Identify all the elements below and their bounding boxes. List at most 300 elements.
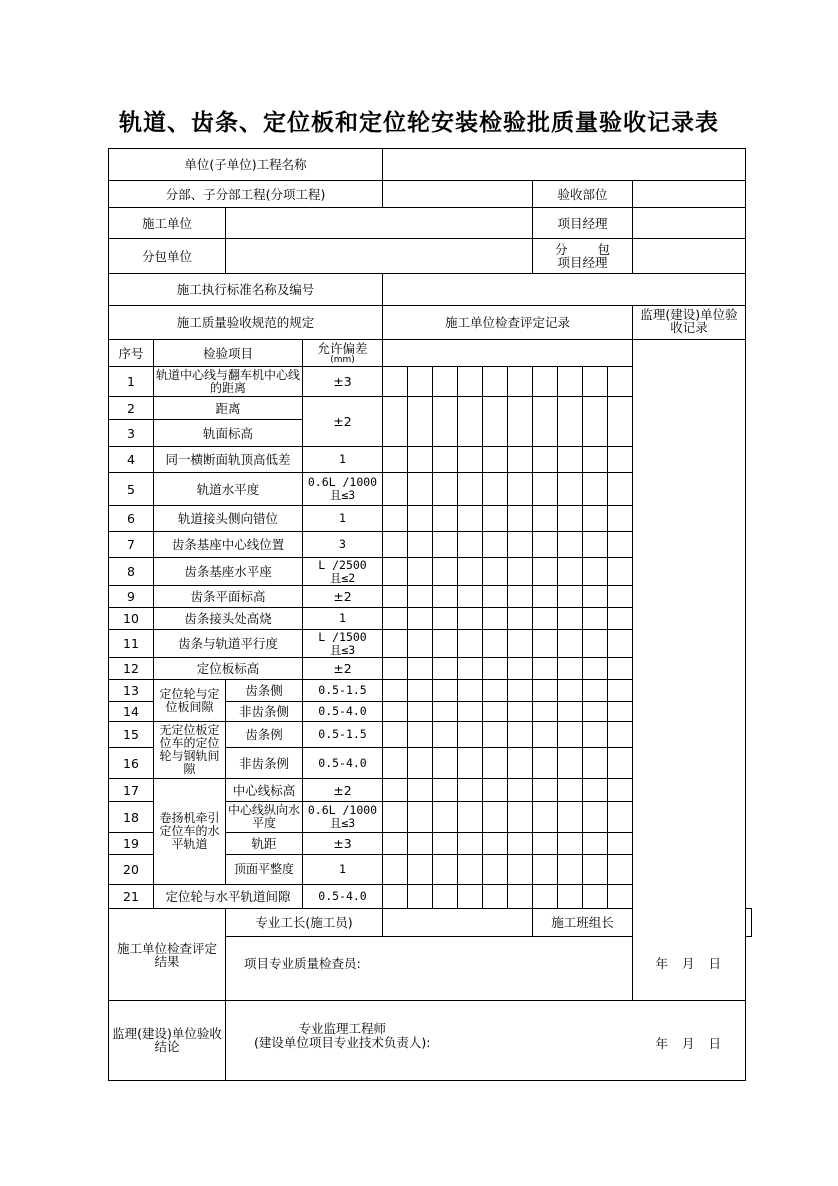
check-cell[interactable] [383, 473, 408, 506]
check-cell[interactable] [583, 885, 608, 909]
row-number: 13 [109, 680, 154, 702]
tolerance-value: L /2500 且≤2 [303, 558, 383, 586]
check-cell[interactable] [408, 748, 433, 779]
check-cell[interactable] [583, 630, 608, 658]
check-cell[interactable] [533, 855, 558, 885]
tolerance-value: 0.5-1.5 [303, 680, 383, 702]
check-cell[interactable] [433, 680, 458, 702]
check-cell[interactable] [533, 658, 558, 680]
supervision-header: 监理(建设)单位验收记录 [633, 306, 746, 340]
check-cell[interactable] [408, 608, 433, 630]
check-cell[interactable] [583, 722, 608, 748]
check-cell[interactable] [608, 802, 633, 833]
check-cell[interactable] [508, 630, 533, 658]
check-cell[interactable] [433, 367, 458, 397]
item-label: 齿条与轨道平行度 [154, 630, 303, 658]
tolerance-value: 1 [303, 447, 383, 473]
check-cell[interactable] [433, 658, 458, 680]
row-number: 11 [109, 630, 154, 658]
item-label: 齿条基座水平座 [154, 558, 303, 586]
check-cell[interactable] [433, 532, 458, 558]
check-cell[interactable] [508, 506, 533, 532]
check-cell[interactable] [483, 748, 508, 779]
check-cell[interactable] [583, 779, 608, 802]
check-cell[interactable] [558, 447, 583, 473]
foreman-label: 专业工长(施工员) [226, 909, 383, 937]
check-cell[interactable] [483, 833, 508, 855]
check-cell[interactable] [583, 532, 608, 558]
check-cell[interactable] [408, 658, 433, 680]
check-cell[interactable] [458, 802, 483, 833]
sub-item-label: 非齿条例 [226, 748, 303, 779]
tolerance-value: 0.5-4.0 [303, 885, 383, 909]
check-cell[interactable] [583, 367, 608, 397]
check-cell[interactable] [408, 702, 433, 722]
tolerance-value: 1 [303, 506, 383, 532]
check-cell[interactable] [433, 833, 458, 855]
check-cell[interactable] [458, 702, 483, 722]
check-cell[interactable] [558, 397, 583, 447]
check-cell[interactable] [383, 397, 408, 447]
check-cell[interactable] [608, 702, 633, 722]
check-cell[interactable] [408, 586, 433, 608]
check-cell[interactable] [483, 680, 508, 702]
check-cell[interactable] [483, 658, 508, 680]
check-cell[interactable] [458, 532, 483, 558]
check-cell[interactable] [483, 506, 508, 532]
header-row-standard [109, 274, 752, 306]
check-cell[interactable] [558, 608, 583, 630]
check-cell[interactable] [483, 702, 508, 722]
check-cell[interactable] [558, 833, 583, 855]
check-cell[interactable] [433, 779, 458, 802]
check-cell[interactable] [483, 447, 508, 473]
check-cell[interactable] [508, 833, 533, 855]
check-cell[interactable] [558, 855, 583, 885]
check-cell[interactable] [558, 779, 583, 802]
acceptance-part-field[interactable] [633, 181, 746, 208]
check-cell[interactable] [383, 630, 408, 658]
check-cell[interactable] [533, 779, 558, 802]
page-title: 轨道、齿条、定位板和定位轮安装检验批质量验收记录表 [119, 109, 719, 136]
check-cell[interactable] [508, 658, 533, 680]
project-manager-label: 项目经理 [533, 208, 633, 239]
check-cell[interactable] [508, 722, 533, 748]
check-cell[interactable] [408, 722, 433, 748]
check-cell[interactable] [383, 506, 408, 532]
check-cell[interactable] [533, 586, 558, 608]
check-cell[interactable] [383, 447, 408, 473]
check-cell[interactable] [408, 367, 433, 397]
check-cell[interactable] [508, 885, 533, 909]
check-cell[interactable] [433, 506, 458, 532]
row-number: 20 [109, 855, 154, 885]
check-cell[interactable] [458, 779, 483, 802]
check-cell[interactable] [558, 506, 583, 532]
check-cell[interactable] [433, 748, 458, 779]
check-cell[interactable] [433, 702, 458, 722]
check-cell[interactable] [558, 532, 583, 558]
tolerance-value: ±2 [303, 586, 383, 608]
check-cell[interactable] [608, 473, 633, 506]
check-cell[interactable] [383, 779, 408, 802]
check-cell[interactable] [533, 532, 558, 558]
check-cell[interactable] [558, 558, 583, 586]
check-cell[interactable] [608, 855, 633, 885]
check-cell[interactable] [458, 885, 483, 909]
tolerance-value: 1 [303, 608, 383, 630]
row-number: 21 [109, 885, 154, 909]
check-cell[interactable] [433, 722, 458, 748]
group-label: 卷扬机牵引定位车的水平轨道 [154, 779, 226, 885]
tolerance-value: ±2 [303, 658, 383, 680]
item-label: 轨道中心线与翻车机中心线的距离 [154, 367, 303, 397]
check-cell[interactable] [458, 506, 483, 532]
check-cell[interactable] [583, 833, 608, 855]
check-cell[interactable] [458, 447, 483, 473]
check-cell[interactable] [408, 833, 433, 855]
column-subheader-row [109, 340, 752, 367]
check-cell[interactable] [508, 855, 533, 885]
tolerance-header [303, 340, 383, 367]
tolerance-value: 0.6L /1000 且≤3 [303, 473, 383, 506]
check-cell[interactable] [558, 748, 583, 779]
check-cell[interactable] [433, 558, 458, 586]
check-cell[interactable] [383, 532, 408, 558]
check-cell[interactable] [483, 608, 508, 630]
row-number: 16 [109, 748, 154, 779]
check-cell[interactable] [483, 630, 508, 658]
item-label: 定位轮与水平轨道间隙 [154, 885, 303, 909]
sub-project-manager-field[interactable] [633, 239, 746, 274]
check-cell[interactable] [608, 367, 633, 397]
check-cell[interactable] [533, 558, 558, 586]
check-cell[interactable] [608, 397, 633, 447]
check-record-blank [383, 340, 633, 367]
tolerance-value: ±3 [303, 367, 383, 397]
check-cell[interactable] [558, 367, 583, 397]
check-cell[interactable] [408, 630, 433, 658]
check-cell[interactable] [533, 702, 558, 722]
spec-header: 施工质量验收规范的规定 [109, 306, 383, 340]
check-cell[interactable] [558, 722, 583, 748]
construction-unit-label: 施工单位 [109, 208, 226, 239]
row-number: 8 [109, 558, 154, 586]
check-cell[interactable] [483, 397, 508, 447]
check-cell[interactable] [583, 855, 608, 885]
check-cell[interactable] [583, 447, 608, 473]
inspector-date: 年 月 日 [655, 956, 722, 971]
item-header: 检验项目 [154, 340, 303, 367]
check-cell[interactable] [458, 473, 483, 506]
check-cell[interactable] [408, 802, 433, 833]
check-cell[interactable] [608, 722, 633, 748]
check-cell[interactable] [383, 802, 408, 833]
check-cell[interactable] [483, 855, 508, 885]
seq-header: 序号 [109, 340, 154, 367]
check-cell[interactable] [458, 367, 483, 397]
check-cell[interactable] [383, 658, 408, 680]
unit-project-label: 单位(子单位)工程名称 [109, 149, 383, 181]
engineer-label: 专业监理工程师 (建设单位项目专业技术负责人): [254, 1020, 431, 1050]
sub-item-label: 中心线纵向水平度 [226, 802, 303, 833]
check-cell[interactable] [383, 748, 408, 779]
check-cell[interactable] [583, 680, 608, 702]
check-cell[interactable] [433, 473, 458, 506]
check-cell[interactable] [608, 630, 633, 658]
check-cell[interactable] [458, 658, 483, 680]
tolerance-value: 1 [303, 855, 383, 885]
check-cell[interactable] [458, 586, 483, 608]
check-cell[interactable] [433, 397, 458, 447]
check-cell[interactable] [508, 802, 533, 833]
check-cell[interactable] [608, 532, 633, 558]
check-cell[interactable] [458, 397, 483, 447]
check-cell[interactable] [533, 722, 558, 748]
check-cell[interactable] [408, 473, 433, 506]
check-cell[interactable] [508, 397, 533, 447]
check-cell[interactable] [508, 447, 533, 473]
tolerance-value: 0.5-1.5 [303, 722, 383, 748]
tolerance-value: 0.5-4.0 [303, 702, 383, 722]
header-row-subcontract [109, 239, 752, 274]
check-cell[interactable] [583, 397, 608, 447]
header-row-sub-project [109, 181, 752, 208]
tolerance-value: ±2 [303, 779, 383, 802]
check-cell[interactable] [608, 558, 633, 586]
check-cell[interactable] [483, 586, 508, 608]
check-cell[interactable] [383, 702, 408, 722]
check-cell[interactable] [433, 447, 458, 473]
check-cell[interactable] [533, 397, 558, 447]
check-cell[interactable] [483, 367, 508, 397]
tolerance-unit: (mm) [330, 354, 355, 365]
tolerance-label: 允许偏差 [317, 340, 368, 356]
check-cell[interactable] [608, 586, 633, 608]
sub-project-manager-label: 分 包 项目经理 [533, 239, 633, 274]
check-cell[interactable] [533, 885, 558, 909]
check-cell[interactable] [433, 586, 458, 608]
engineer-date: 年 月 日 [655, 1035, 722, 1051]
check-cell[interactable] [608, 506, 633, 532]
check-cell[interactable] [383, 885, 408, 909]
check-cell[interactable] [533, 630, 558, 658]
supervision-conclusion-row [109, 1001, 752, 1081]
tolerance-value: 0.6L /1000 且≤3 [303, 802, 383, 833]
row-number: 7 [109, 532, 154, 558]
column-header-row [109, 306, 752, 340]
sub-item-label: 中心线标高 [226, 779, 303, 802]
supervision-conclusion-field[interactable] [226, 1001, 746, 1081]
sub-item-label: 轨距 [226, 833, 303, 855]
check-cell[interactable] [533, 802, 558, 833]
supervision-record-cell[interactable] [633, 340, 746, 1001]
check-cell[interactable] [508, 558, 533, 586]
check-cell[interactable] [508, 779, 533, 802]
check-cell[interactable] [408, 447, 433, 473]
check-cell[interactable] [608, 779, 633, 802]
check-cell[interactable] [533, 506, 558, 532]
check-cell[interactable] [558, 680, 583, 702]
check-cell[interactable] [533, 833, 558, 855]
tolerance-value: ±2 [303, 397, 383, 447]
item-label: 齿条基座中心线位置 [154, 532, 303, 558]
sub-project-field[interactable] [383, 181, 533, 208]
check-cell[interactable] [608, 833, 633, 855]
check-cell[interactable] [408, 558, 433, 586]
check-cell[interactable] [458, 630, 483, 658]
check-cell[interactable] [408, 680, 433, 702]
check-cell[interactable] [583, 658, 608, 680]
check-cell[interactable] [483, 532, 508, 558]
check-cell[interactable] [583, 608, 608, 630]
check-cell[interactable] [433, 608, 458, 630]
row-number: 2 [109, 397, 154, 420]
check-cell[interactable] [583, 558, 608, 586]
check-cell[interactable] [583, 506, 608, 532]
check-cell[interactable] [383, 586, 408, 608]
check-cell[interactable] [583, 586, 608, 608]
check-cell[interactable] [483, 802, 508, 833]
unit-project-field[interactable] [383, 149, 746, 181]
group-label: 无定位板定位车的定位轮与钢轨间隙 [154, 722, 226, 779]
check-cell[interactable] [583, 702, 608, 722]
check-cell[interactable] [408, 532, 433, 558]
construction-unit-field[interactable] [226, 208, 533, 239]
check-cell[interactable] [508, 680, 533, 702]
check-cell[interactable] [383, 608, 408, 630]
check-cell[interactable] [583, 473, 608, 506]
item-label: 齿条接头处高烧 [154, 608, 303, 630]
check-cell[interactable] [383, 367, 408, 397]
check-cell[interactable] [608, 680, 633, 702]
sub-project-label: 分部、子分部工程(分项工程) [109, 181, 383, 208]
check-cell[interactable] [558, 630, 583, 658]
check-cell[interactable] [508, 532, 533, 558]
check-cell[interactable] [483, 473, 508, 506]
check-cell[interactable] [608, 608, 633, 630]
check-cell[interactable] [608, 748, 633, 779]
acceptance-part-label: 验收部位 [533, 181, 633, 208]
check-cell[interactable] [508, 586, 533, 608]
standard-field[interactable] [383, 274, 746, 306]
check-cell[interactable] [558, 586, 583, 608]
check-cell[interactable] [433, 855, 458, 885]
check-cell[interactable] [408, 885, 433, 909]
check-cell[interactable] [583, 748, 608, 779]
check-cell[interactable] [583, 802, 608, 833]
check-cell[interactable] [533, 473, 558, 506]
check-cell[interactable] [608, 658, 633, 680]
check-cell[interactable] [608, 885, 633, 909]
row-number: 15 [109, 722, 154, 748]
subcontract-unit-label: 分包单位 [109, 239, 226, 274]
check-cell[interactable] [508, 367, 533, 397]
row-number: 3 [109, 420, 154, 447]
check-cell[interactable] [408, 779, 433, 802]
row-number: 4 [109, 447, 154, 473]
check-cell[interactable] [533, 680, 558, 702]
check-cell[interactable] [458, 722, 483, 748]
check-cell[interactable] [383, 722, 408, 748]
check-cell[interactable] [533, 608, 558, 630]
tolerance-value: ±3 [303, 833, 383, 855]
inspector-label: 项目专业质量检查员: [244, 956, 361, 971]
check-cell[interactable] [558, 658, 583, 680]
item-label: 同一横断面轨顶高低差 [154, 447, 303, 473]
item-label: 距离 [154, 397, 303, 420]
check-cell[interactable] [458, 748, 483, 779]
check-record-header: 施工单位检查评定记录 [383, 306, 633, 340]
check-cell[interactable] [383, 680, 408, 702]
row-number: 14 [109, 702, 154, 722]
project-manager-field[interactable] [633, 208, 746, 239]
check-cell[interactable] [458, 558, 483, 586]
tolerance-value: 3 [303, 532, 383, 558]
check-cell[interactable] [483, 779, 508, 802]
check-cell[interactable] [558, 802, 583, 833]
subcontract-unit-field[interactable] [226, 239, 533, 274]
item-label: 轨道水平度 [154, 473, 303, 506]
check-cell[interactable] [533, 447, 558, 473]
row-number: 6 [109, 506, 154, 532]
tolerance-value: 0.5-4.0 [303, 748, 383, 779]
header-row-construction-unit [109, 208, 752, 239]
check-cell[interactable] [533, 367, 558, 397]
check-cell[interactable] [483, 885, 508, 909]
inspection-record-table [108, 148, 752, 1081]
check-cell[interactable] [483, 722, 508, 748]
team-leader-label: 施工班组长 [533, 909, 633, 937]
check-cell[interactable] [558, 885, 583, 909]
check-cell[interactable] [383, 855, 408, 885]
row-number: 18 [109, 802, 154, 833]
check-cell[interactable] [608, 447, 633, 473]
check-cell[interactable] [558, 702, 583, 722]
group-label: 定位轮与定位板间隙 [154, 680, 226, 722]
check-cell[interactable] [433, 885, 458, 909]
check-cell[interactable] [508, 702, 533, 722]
foreman-field[interactable] [383, 909, 533, 937]
check-cell[interactable] [433, 630, 458, 658]
item-label: 齿条平面标高 [154, 586, 303, 608]
check-cell[interactable] [458, 855, 483, 885]
check-cell[interactable] [458, 608, 483, 630]
check-cell[interactable] [483, 558, 508, 586]
header-row-unit-project [109, 149, 752, 181]
row-number: 5 [109, 473, 154, 506]
check-cell[interactable] [433, 802, 458, 833]
check-cell[interactable] [558, 473, 583, 506]
team-leader-field[interactable] [746, 909, 752, 937]
check-cell[interactable] [508, 748, 533, 779]
standard-label: 施工执行标准名称及编号 [109, 274, 383, 306]
check-cell[interactable] [408, 855, 433, 885]
check-cell[interactable] [508, 473, 533, 506]
construction-result-field[interactable] [226, 937, 746, 1001]
check-cell[interactable] [383, 833, 408, 855]
check-cell[interactable] [408, 397, 433, 447]
check-cell[interactable] [458, 680, 483, 702]
sub-item-label: 非齿条侧 [226, 702, 303, 722]
check-cell[interactable] [508, 608, 533, 630]
row-number: 19 [109, 833, 154, 855]
check-cell[interactable] [383, 558, 408, 586]
item-label: 轨面标高 [154, 420, 303, 447]
check-cell[interactable] [458, 833, 483, 855]
check-cell[interactable] [533, 748, 558, 779]
check-cell[interactable] [408, 506, 433, 532]
